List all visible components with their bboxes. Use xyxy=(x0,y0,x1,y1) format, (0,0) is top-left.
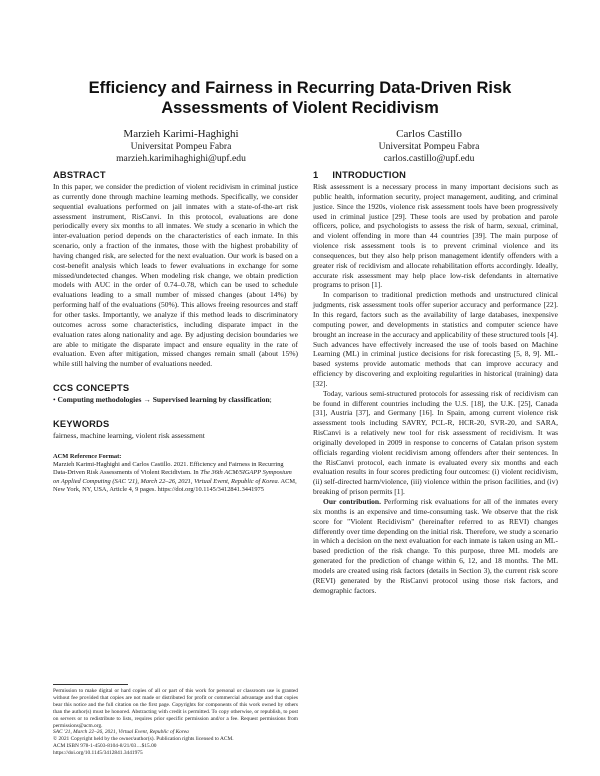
ccs-concept: Computing methodologies → Supervised learning by classification xyxy=(57,395,270,405)
contribution-text: Performing risk evaluations for all of the inmates every six months is an expensive and time-consuming task. We observe that the risk score for "Violent Recidivism" (hereinafter referred to as REVI) changes differently over time depending on the initial risk. Therefore, we study a scenario in which a decision on the next evaluation for each inmate is taken using an ML-based prediction of the risk change. To this purpose, three ML models are generated for the prediction of change within 6, 12, and 18 months. The ML models are created using risk factors (details in Section 3), the current risk score (REVI) generated by the RisCanvi protocol using those risk factors, and demographic factors. xyxy=(313,497,559,595)
intro-paragraph: In comparison to traditional prediction methods and unstructured clinical judgments, risk assessment tools offer superior accuracy and performance [22]. In this regard, factors such as the availability of large databases, inexpensive computing power, and developments in statistics and computer science have brought an increase in the accuracy and applicability of these structured tools [4]. Such advances have effectively increased the use of tools based on Machine Learning (ML) in criminal justice decisions for risk forecasting [5, 8, 9]. ML-based systems provide automatic methods that can improve accuracy and efficiency by discovering and exploiting regularities in historical (training) data [32]. xyxy=(313,290,558,388)
acm-ref-label: ACM Reference Format: xyxy=(53,452,122,460)
right-column xyxy=(313,168,558,595)
acm-reference xyxy=(53,461,298,494)
footnote-rule xyxy=(53,684,128,685)
contribution-label: Our contribution. xyxy=(323,497,381,506)
intro-paragraph: Today, various semi-structured protocols for assessing risk of recidivism can be found in different countries including the U.S. [18], the U.K. [25], Canada [31], Austria [37], and Germany [16]. In Spain, among current violence risk assessment tools including SAVRY, PCL-R, HCR-20, SVR-20, and SARA, RisCanvi is a relatively new tool for risk assessment of recidivism. It was originally developed in 2009 in response to concerns of Catalan prison system officials regarding violent recidivism among offenders after their sentences. In the RisCanvi protocol, each inmate is evaluated every six months and each evaluation results in four scores predicting four outcomes: (i) violent recidivism, (ii) self-directed harm/violence, (iii) violence within the prison facilities, and (iv) breaking of prison permits [1]. xyxy=(313,388,558,497)
abstract-heading: ABSTRACT xyxy=(53,170,106,180)
author-name: Carlos Castillo xyxy=(396,128,462,140)
section-heading-introduction xyxy=(313,168,558,182)
contribution-paragraph xyxy=(313,497,558,595)
author-affiliation: Universitat Pompeu Fabra xyxy=(378,141,480,152)
left-column xyxy=(53,168,298,494)
author-email: marzieh.karimihaghighi@upf.edu xyxy=(116,152,246,164)
ccs-concepts xyxy=(53,395,298,405)
ccs-suffix: ; xyxy=(269,395,272,405)
permission-venue: SAC '21, March 22–26, 2021, Virtual Event, Republic of Korea xyxy=(53,729,189,736)
author-email: carlos.castillo@upf.edu xyxy=(383,152,475,164)
author-name: Marzieh Karimi-Haghighi xyxy=(123,128,239,140)
permission-block xyxy=(53,688,298,757)
acm-ref-venue: The 36th ACM/SIGAPP Symposium on Applied Computing (SAC '21), March 22–26, 2021, Virtual Event, Republic of Korea. xyxy=(53,469,292,485)
paper-title: Efficiency and Fairness in Recurring Data-Driven Risk Assessments of Violent Recidivism xyxy=(88,79,512,117)
permission-doi: https://doi.org/10.1145/3412841.3441975 xyxy=(53,750,143,757)
acm-ref-authors-title: Marzieh Karimi-Haghighi and Carlos Castillo. 2021. Efficiency and Fairness in Recurring Data-Driven Risk Assessments of Violent Recidivism. In xyxy=(53,461,284,477)
abstract-text: In this paper, we consider the prediction of violent recidivism in criminal justice as currently done through machine learning methods. Specifically, we consider sequential evaluations performed on jail inmates with a state-of-the-art risk assessment instrument, RisCanvi. In this protocol, evaluations are done periodically every six months to all inmates. We study a scenario in which the inter-evaluation period depends on the characteristics of each inmate. In this scenario, only a fraction of the inmates, those with the highest probability of having changed risk, are selected for the next evaluation. Our work is based on a cost-benefit analysis which leads to fewer evaluations in exchange for some missed/undetected changes. When modeling risk change, we obtain prediction models with AUC in the order of 0.74–0.78, which can be used to schedule evaluations leading to a small number of missed changes (about 14%) by performing half of the evaluations (50%). This allows freeing resources and staff for other tasks. Importantly, we analyze if this method leads to discriminatory outcomes across some characteristics, including disparate impact in the evaluation rates along nationality and age. By adjusting decision boundaries we are able to mitigate the disparate impact and ensure equality in the rate of evaluation. Even after mitigation, missed changes remain small (about 15%) while still halving the number of evaluations needed. xyxy=(53,182,298,369)
keywords-text: fairness, machine learning, violent risk assessment xyxy=(53,430,205,440)
section-title: INTRODUCTION xyxy=(332,170,407,180)
acm-reference-label xyxy=(53,453,298,461)
ccs-bullet: • xyxy=(53,395,56,405)
acm-ref-rest: ACM, New York, NY, USA, Article 4, 9 pages. https://doi.org/10.1145/3412841.3441975 xyxy=(53,477,297,493)
permission-copyright: © 2021 Copyright held by the owner/author(s). Publication rights licensed to ACM. xyxy=(53,736,234,743)
author-block xyxy=(304,127,554,164)
permission-isbn: ACM ISBN 978-1-4503-8104-8/21/03…$15.00 xyxy=(53,743,157,750)
intro-paragraph: Risk assessment is a necessary process in many important decisions such as public health, information security, project management, auditing, and criminal justice. Since the 1920s, violence risk assessment tools have been progressively used in criminal justice [29]. These tools are used by probation and parole officers, police, and psychologists to assess the risk of harm, sexual, criminal, and violent offending in more than 44 countries [39]. The main purpose of violence risk assessment tools is to prevent criminal violence and its consequences, but they also help prison management identify offenders with a greater risk of recidivism and allocate rehabilitation efforts accordingly. Ideally, accurate risk assessment may help place low-risk defendants in alternative programs to prison [1]. xyxy=(313,182,558,290)
author-block xyxy=(56,127,306,164)
ccs-heading: CCS CONCEPTS xyxy=(53,383,130,394)
permission-text: Permission to make digital or hard copies of all or part of this work for personal or classroom use is granted without fee provided that copies are not made or distributed for profit or commercial advantage and that copies bear this notice and the full citation on the first page. Copyrights for components of this work owned by others than the author(s) must be honored. Abstracting with credit is permitted. To copy otherwise, or republish, to post on servers or to redistribute to lists, requires prior specific permission and/or a fee. Request permissions from permissions@acm.org. xyxy=(53,688,298,729)
author-affiliation: Universitat Pompeu Fabra xyxy=(130,141,232,152)
section-number: 1 xyxy=(313,170,319,180)
keywords-heading: KEYWORDS xyxy=(53,418,110,429)
